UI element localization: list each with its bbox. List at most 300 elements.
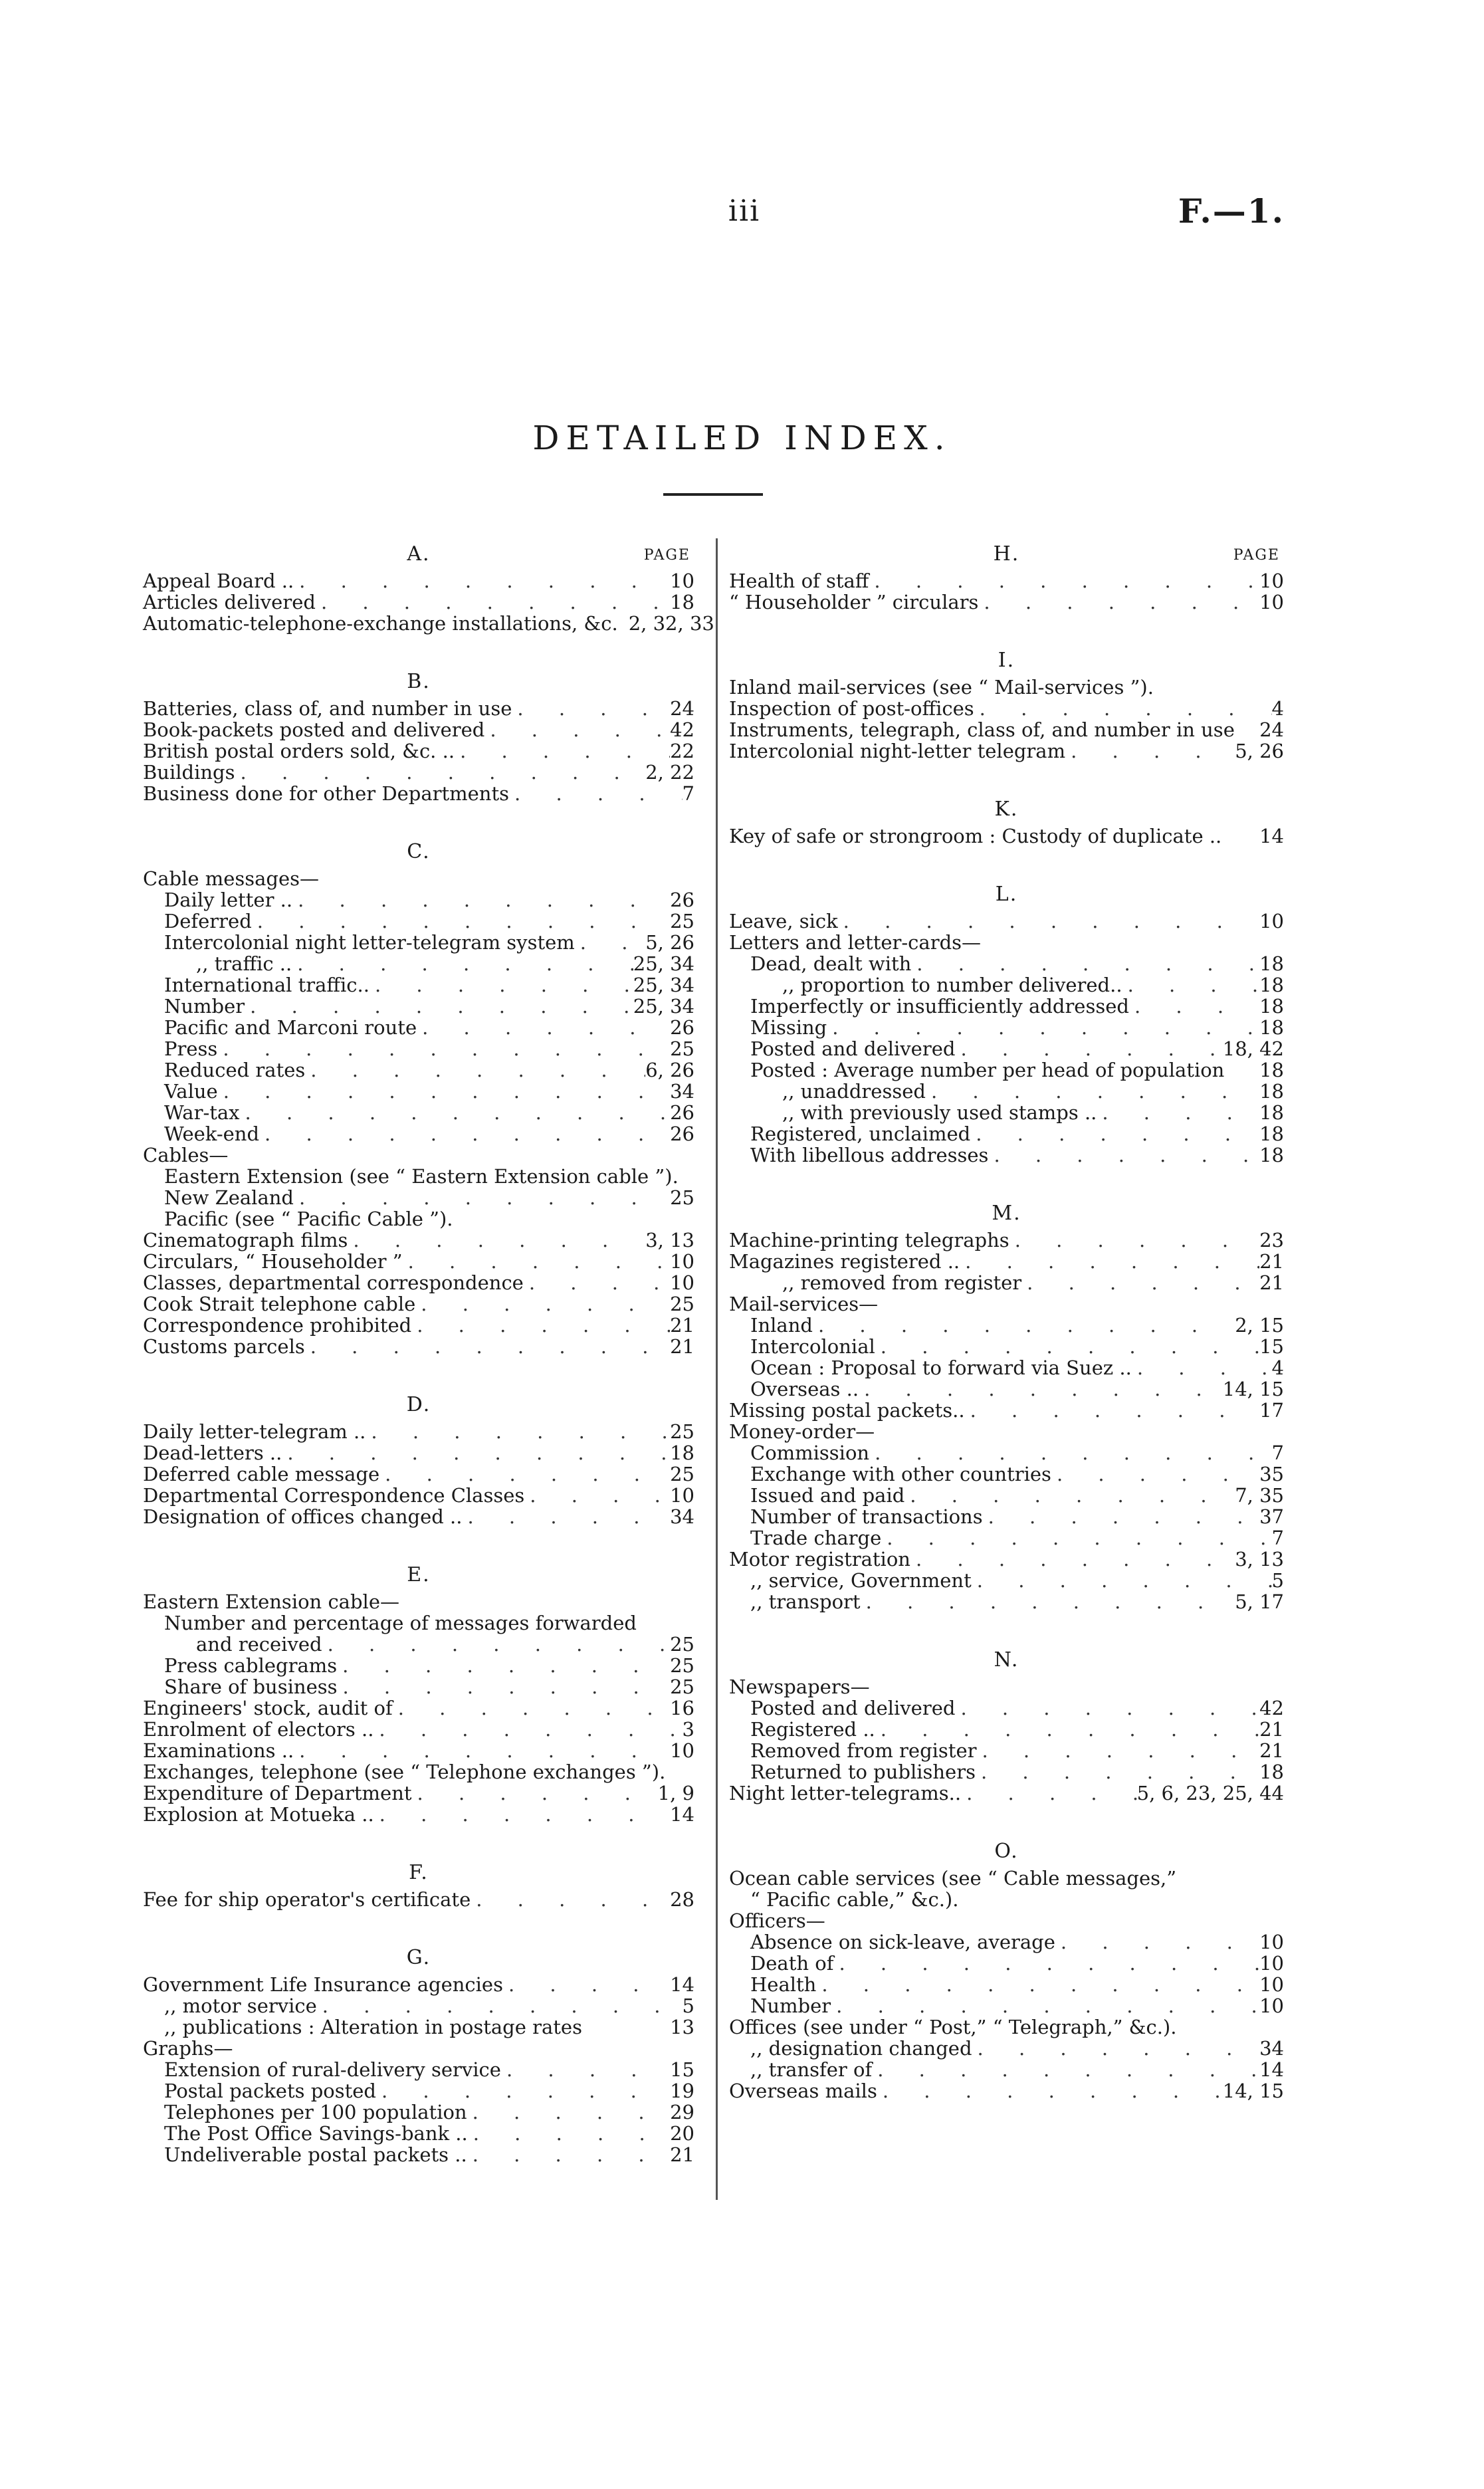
entry-label: Week-end: [164, 1123, 260, 1145]
entry-pages: 21: [1259, 1250, 1284, 1273]
index-entry: [729, 1315, 1284, 1336]
entry-pages: 3: [682, 1718, 694, 1741]
entry-label: Appeal Board ..: [143, 570, 294, 592]
dot-leader: [217, 1038, 670, 1059]
index-entry: [143, 1676, 694, 1697]
entry-label: Cook Strait telephone cable: [143, 1293, 416, 1315]
entry-label: Number: [164, 995, 245, 1018]
entry-label: Magazines registered ..: [729, 1250, 960, 1273]
index-entry: [729, 1570, 1284, 1591]
entry-pages: 2, 15: [1235, 1314, 1284, 1337]
index-entry: [729, 570, 1284, 592]
entry-label: Dead, dealt with: [750, 952, 912, 975]
entry-label: Absence on sick-leave, average: [750, 1931, 1055, 1953]
dot-leader: [403, 1251, 671, 1272]
entry-pages: 14: [670, 1803, 694, 1826]
index-entry: [143, 1166, 694, 1187]
index-entry: [729, 1038, 1284, 1059]
dot-leader: [831, 1995, 1259, 2016]
entry-pages: 25: [670, 1037, 694, 1060]
dot-leader: [904, 1485, 1235, 1506]
entry-label: Enrolment of electors ..: [143, 1718, 374, 1741]
dot-leader: [965, 1400, 1259, 1421]
entry-pages: 5: [1271, 1569, 1284, 1592]
entry-pages: 34: [670, 1080, 694, 1103]
index-entry: [143, 1421, 694, 1442]
index-entry: [143, 1655, 694, 1676]
entry-label: Overseas mails: [729, 2080, 877, 2102]
entry-label: Number and percentage of messages forwarded: [164, 1612, 637, 1634]
index-entry: [729, 1549, 1284, 1570]
entry-label: Engineers' stock, audit of: [143, 1697, 393, 1719]
entry-pages: 25: [670, 1676, 694, 1698]
entry-label: Explosion at Motueka ..: [143, 1803, 374, 1826]
entry-label: Inspection of post-offices: [729, 697, 974, 720]
index-entry: [143, 2080, 694, 2102]
entry-label: Departmental Correspondence Classes: [143, 1484, 525, 1507]
index-entry: [729, 953, 1284, 974]
entry-label: Commission: [750, 1442, 870, 1464]
entry-label: Missing postal packets..: [729, 1399, 965, 1422]
entry-pages: 14: [1259, 2058, 1284, 2081]
entry-pages: 25: [670, 1186, 694, 1209]
entry-pages: 3, 13: [645, 1229, 694, 1251]
index-entry: [729, 1868, 1284, 1889]
entry-label: Officers—: [729, 1909, 825, 1932]
dot-leader: [926, 1081, 1259, 1102]
index-entry: [143, 1208, 694, 1230]
entry-pages: 10: [1259, 1995, 1284, 2017]
entry-label: Intercolonial: [750, 1335, 875, 1358]
index-entry: [143, 1017, 694, 1038]
entry-pages: 14, 15: [1222, 2080, 1284, 2102]
entry-pages: 7, 35: [1235, 1484, 1284, 1507]
entry-pages: 22: [670, 740, 694, 762]
index-entry: [729, 1953, 1284, 1974]
entry-label: ,, with previously used stamps ..: [782, 1101, 1097, 1124]
index-entry: [143, 612, 714, 635]
index-entry: [143, 1783, 694, 1804]
index-entry: [143, 1230, 694, 1251]
entry-pages: 15: [670, 2058, 694, 2081]
index-entry: [143, 1804, 694, 1825]
dot-leader: [1021, 1272, 1259, 1293]
entry-label: Batteries, class of, and number in use: [143, 697, 512, 720]
entry-label: Reduced rates: [164, 1059, 306, 1081]
entry-pages: 24: [1259, 718, 1284, 741]
dot-leader: [875, 1719, 1259, 1740]
dot-leader: [322, 1634, 671, 1655]
dot-leader: [972, 1570, 1272, 1591]
index-entry: [729, 1378, 1284, 1400]
entry-pages: 15: [1259, 1335, 1284, 1358]
index-entry: [143, 932, 694, 953]
entry-label: Cinematograph films: [143, 1229, 348, 1251]
entry-pages: 25: [670, 1293, 694, 1315]
dot-leader: [373, 1719, 682, 1740]
entry-pages: 28: [670, 1888, 694, 1911]
dot-leader: [872, 2059, 1259, 2080]
index-entry: [729, 1931, 1284, 1953]
index-entry: [143, 1761, 694, 1783]
entry-label: Ocean : Proposal to forward via Suez ..: [750, 1356, 1132, 1379]
page-title: DETAILED INDEX.: [532, 419, 952, 457]
entry-label: Health: [750, 1973, 817, 1996]
dot-leader: [910, 1549, 1235, 1570]
entry-label: Press: [164, 1037, 218, 1060]
section-letter: E.: [407, 1563, 431, 1586]
entry-label: Pacific and Marconi route: [164, 1016, 417, 1039]
index-entry: [143, 2059, 694, 2080]
dot-leader: [1132, 1357, 1272, 1378]
dot-leader: [374, 1804, 670, 1825]
index-entry: [143, 996, 694, 1017]
index-entry: [143, 889, 694, 911]
index-entry: [143, 1506, 694, 1527]
dot-leader: [869, 1442, 1271, 1463]
entry-pages: 18: [670, 1442, 694, 1464]
dot-leader: [348, 1230, 645, 1251]
dot-leader: [988, 1144, 1259, 1166]
entry-label: Circulars, “ Householder ”: [143, 1250, 403, 1273]
index-entry: [729, 1081, 1284, 1102]
entry-label: ,, motor service: [164, 1995, 317, 2017]
entry-pages: 42: [670, 718, 694, 741]
entry-pages: 10: [1259, 570, 1284, 592]
dot-leader: [218, 1081, 670, 1102]
dot-leader: [305, 1059, 645, 1081]
entry-pages: 10: [670, 1271, 694, 1294]
index-entry: [143, 1272, 694, 1293]
dot-leader: [524, 1485, 670, 1506]
dot-leader: [911, 953, 1259, 974]
entry-pages: 18: [1259, 1080, 1284, 1103]
dot-leader: [838, 911, 1259, 932]
entry-label: “ Pacific cable,” &c.).: [750, 1888, 959, 1911]
entry-pages: 14: [670, 1973, 694, 1996]
index-entry: [729, 911, 1284, 932]
index-entry: [729, 1591, 1284, 1612]
section-letter: C.: [407, 840, 431, 863]
entry-label: ,, transport: [750, 1590, 861, 1613]
dot-leader: [252, 911, 670, 932]
dot-leader: [1129, 996, 1259, 1017]
index-entry: [729, 1995, 1284, 2016]
index-entry: [143, 1740, 694, 1761]
entry-label: Telephones per 100 population: [164, 2101, 467, 2123]
dot-leader: [294, 1187, 670, 1208]
entry-pages: 4: [1271, 1356, 1284, 1379]
index-entry: [729, 825, 1284, 847]
index-entry: [143, 1293, 694, 1315]
entry-pages: 34: [670, 1505, 694, 1528]
entry-pages: 5: [682, 1995, 694, 2017]
entry-label: Extension of rural-delivery service: [164, 2058, 501, 2081]
dot-leader: [983, 1506, 1259, 1527]
dot-leader: [370, 974, 633, 996]
index-entry: [143, 1463, 694, 1485]
entry-label: Fee for ship operator's certificate: [143, 1888, 471, 1911]
index-entry: [729, 1123, 1284, 1144]
entry-pages: 16: [670, 1697, 694, 1719]
index-entry: [729, 1059, 1284, 1081]
entry-pages: 18: [1259, 1123, 1284, 1145]
entry-label: Registered, unclaimed: [750, 1123, 971, 1145]
entry-label: Newspapers—: [729, 1676, 870, 1698]
dot-leader: [292, 953, 633, 974]
dot-leader: [317, 1995, 683, 2016]
entry-label: New Zealand: [164, 1186, 294, 1209]
index-entry: [143, 1123, 694, 1144]
index-entry: [729, 698, 1284, 719]
entry-pages: 21: [1259, 1271, 1284, 1294]
page-column-label: PAGE: [1233, 547, 1280, 564]
entry-label: Exchanges, telephone (see “ Telephone exchanges ”).: [143, 1761, 666, 1783]
entry-label: Inland: [750, 1314, 813, 1337]
dot-leader: [484, 719, 670, 740]
entry-pages: 21: [670, 2143, 694, 2166]
dot-leader: [379, 1463, 670, 1485]
entry-pages: 18: [1259, 974, 1284, 996]
entry-label: Postal packets posted: [164, 2080, 376, 2102]
entry-pages: 25: [670, 1654, 694, 1677]
index-entry: [729, 2038, 1284, 2059]
entry-pages: 4: [1271, 697, 1284, 720]
entry-label: Key of safe or strongroom : Custody of duplicate ..: [729, 825, 1222, 847]
entry-label: British postal orders sold, &c. ..: [143, 740, 455, 762]
dot-leader: [240, 1102, 671, 1123]
index-entry: [729, 1442, 1284, 1463]
entry-label: Dead-letters ..: [143, 1442, 282, 1464]
index-entry: [729, 1783, 1284, 1804]
index-entry: [143, 1059, 694, 1081]
index-entry: [729, 1144, 1284, 1166]
entry-label: Expenditure of Department: [143, 1782, 412, 1804]
dot-leader: [1097, 1102, 1259, 1123]
entry-pages: 21: [670, 1335, 694, 1358]
entry-pages: 26: [670, 1101, 694, 1124]
dot-leader: [467, 2144, 670, 2165]
entry-pages: 5, 17: [1235, 1590, 1284, 1613]
entry-pages: 19: [670, 2080, 694, 2102]
entry-pages: 18: [1259, 952, 1284, 975]
entry-label: Night letter-telegrams..: [729, 1782, 962, 1804]
index-entry: [729, 1463, 1284, 1485]
index-entry: [143, 1102, 694, 1123]
dot-leader: [235, 762, 646, 783]
entry-pages: 1, 9: [657, 1782, 694, 1804]
section-letter: L.: [995, 883, 1018, 906]
dot-leader: [875, 1336, 1259, 1357]
page-column-label: PAGE: [643, 547, 690, 564]
entry-pages: 2, 22: [645, 761, 694, 784]
index-entry: [729, 1336, 1284, 1357]
entry-label: Daily letter-telegram ..: [143, 1420, 366, 1443]
entry-pages: 25: [670, 1463, 694, 1485]
index-entry: [729, 1527, 1284, 1549]
index-entry: [143, 1591, 694, 1612]
index-entry: [143, 783, 694, 804]
index-entry: [143, 1081, 694, 1102]
entry-pages: 7: [1271, 1527, 1284, 1549]
index-entry: [729, 1102, 1284, 1123]
document-code: F.—1.: [1178, 191, 1285, 231]
entry-label: ,, traffic ..: [196, 952, 292, 975]
entry-pages: 21: [1259, 1718, 1284, 1741]
entry-label: Posted : Average number per head of population: [750, 1059, 1225, 1081]
dot-leader: [976, 1761, 1259, 1783]
section-letter: D.: [406, 1393, 431, 1416]
entry-label: Eastern Extension cable—: [143, 1590, 399, 1613]
entry-label: Share of business: [164, 1676, 338, 1698]
entry-label: War-tax: [164, 1101, 240, 1124]
entry-label: Leave, sick: [729, 910, 838, 932]
entry-label: Government Life Insurance agencies: [143, 1973, 503, 1996]
index-entry: [729, 1974, 1284, 1995]
index-entry: [143, 2038, 694, 2059]
entry-pages: 10: [1259, 591, 1284, 613]
entry-label: Customs parcels: [143, 1335, 305, 1358]
index-entry: [729, 1017, 1284, 1038]
index-entry: [143, 592, 694, 613]
section-letter: B.: [407, 670, 431, 693]
index-entry: [729, 1761, 1284, 1783]
entry-label: Trade charge: [750, 1527, 882, 1549]
entry-label: Registered ..: [750, 1718, 875, 1741]
entry-label: ,, proportion to number delivered..: [782, 974, 1122, 996]
entry-pages: 35: [1259, 1463, 1284, 1485]
entry-pages: 10: [1259, 1952, 1284, 1975]
entry-label: Press cablegrams: [164, 1654, 338, 1677]
index-entry: [729, 592, 1284, 613]
entry-pages: 10: [1259, 1931, 1284, 1953]
dot-leader: [1122, 974, 1260, 996]
index-entry: [143, 570, 694, 592]
index-entry: [729, 1272, 1284, 1293]
dot-leader: [338, 1676, 671, 1697]
entry-label: Eastern Extension (see “ Eastern Extension cable ”).: [164, 1165, 679, 1188]
dot-leader: [393, 1697, 670, 1719]
dot-leader: [972, 2038, 1260, 2059]
index-column-right: [729, 544, 1284, 2102]
entry-pages: 34: [1259, 2037, 1284, 2060]
dot-leader: [503, 1974, 670, 1995]
index-entry: [143, 911, 694, 932]
index-entry: [143, 1187, 694, 1208]
index-entry: [143, 1144, 694, 1166]
dot-leader: [417, 1017, 670, 1038]
entry-label: Health of staff: [729, 570, 869, 592]
section-letter: K.: [994, 798, 1019, 821]
section-letter: A. PAGE: [407, 542, 690, 566]
dot-leader: [455, 740, 670, 762]
entry-label: Ocean cable services (see “ Cable messages,”: [729, 1867, 1177, 1890]
entry-label: Daily letter ..: [164, 889, 293, 911]
index-entry: [143, 1315, 694, 1336]
index-entry: [143, 1974, 694, 1995]
section-letter: I.: [998, 649, 1015, 672]
dot-leader: [1009, 1230, 1259, 1251]
index-entry: [729, 1719, 1284, 1740]
section-letter: H. PAGE: [993, 542, 1280, 566]
section-letter: N.: [994, 1648, 1019, 1672]
entry-label: Articles delivered: [143, 591, 316, 613]
dot-leader: [1051, 1463, 1259, 1485]
dot-leader: [294, 1740, 670, 1761]
entry-pages: 23: [1259, 1229, 1284, 1251]
entry-label: Inland mail-services (see “ Mail-services ”).: [729, 676, 1154, 699]
entry-pages: 20: [670, 2122, 694, 2145]
index-entry: [729, 2080, 1284, 2102]
section-letter: O.: [994, 1840, 1019, 1863]
entry-label: The Post Office Savings-bank ..: [164, 2122, 468, 2145]
entry-label: Machine-printing telegraphs: [729, 1229, 1009, 1251]
entry-label: Cable messages—: [143, 867, 320, 890]
entry-pages: 10: [670, 570, 694, 592]
index-entry: [729, 740, 1284, 762]
index-entry: [729, 1485, 1284, 1506]
index-entry: [729, 2016, 1284, 2038]
dot-leader: [468, 2123, 670, 2144]
index-entry: [729, 1889, 1284, 1910]
index-entry: [143, 1995, 694, 2016]
entry-label: Death of: [750, 1952, 834, 1975]
index-entry: [143, 1038, 694, 1059]
index-entry: [143, 740, 694, 762]
dot-leader: [366, 1421, 670, 1442]
entry-label: Deferred: [164, 910, 252, 932]
index-entry: [143, 2016, 694, 2038]
entry-label: ,, removed from register: [782, 1271, 1022, 1294]
dot-leader: [462, 1506, 670, 1527]
entry-pages: 26: [670, 1016, 694, 1039]
entry-label: Pacific (see “ Pacific Cable ”).: [164, 1208, 453, 1230]
index-entry: [729, 677, 1284, 698]
entry-label: Missing: [750, 1016, 827, 1039]
entry-pages: 5, 26: [645, 931, 694, 954]
entry-pages: 10: [1259, 910, 1284, 932]
entry-pages: 18: [1259, 1761, 1284, 1783]
dot-leader: [412, 1783, 658, 1804]
entry-label: Overseas ..: [750, 1378, 859, 1400]
dot-leader: [337, 1655, 670, 1676]
entry-label: and received: [196, 1633, 322, 1656]
entry-pages: 7: [682, 782, 694, 805]
index-entry: [729, 1910, 1284, 1931]
entry-label: Mail-services—: [729, 1293, 879, 1315]
entry-label: Correspondence prohibited: [143, 1314, 412, 1337]
index-entry: [143, 1697, 694, 1719]
entry-label: Undeliverable postal packets ..: [164, 2143, 467, 2166]
entry-pages: 18, 42: [1222, 1037, 1284, 1060]
entry-label: Issued and paid: [750, 1484, 905, 1507]
entry-pages: 29: [670, 2101, 694, 2123]
entry-pages: 10: [670, 1484, 694, 1507]
dot-leader: [282, 1442, 670, 1463]
dot-leader: [970, 1123, 1259, 1144]
index-entry: [143, 1336, 694, 1357]
entry-label: ,, unaddressed: [782, 1080, 926, 1103]
dot-leader: [294, 570, 670, 592]
index-entry: [729, 1421, 1284, 1442]
index-entry: [729, 996, 1284, 1017]
entry-label: Cables—: [143, 1144, 229, 1166]
entry-pages: 18: [1259, 1101, 1284, 1124]
entry-label: Instruments, telegraph, class of, and number in use: [729, 718, 1235, 741]
entry-pages: 2, 32, 33: [628, 612, 714, 635]
index-entry: [143, 953, 694, 974]
section-letter: F.: [409, 1861, 429, 1884]
